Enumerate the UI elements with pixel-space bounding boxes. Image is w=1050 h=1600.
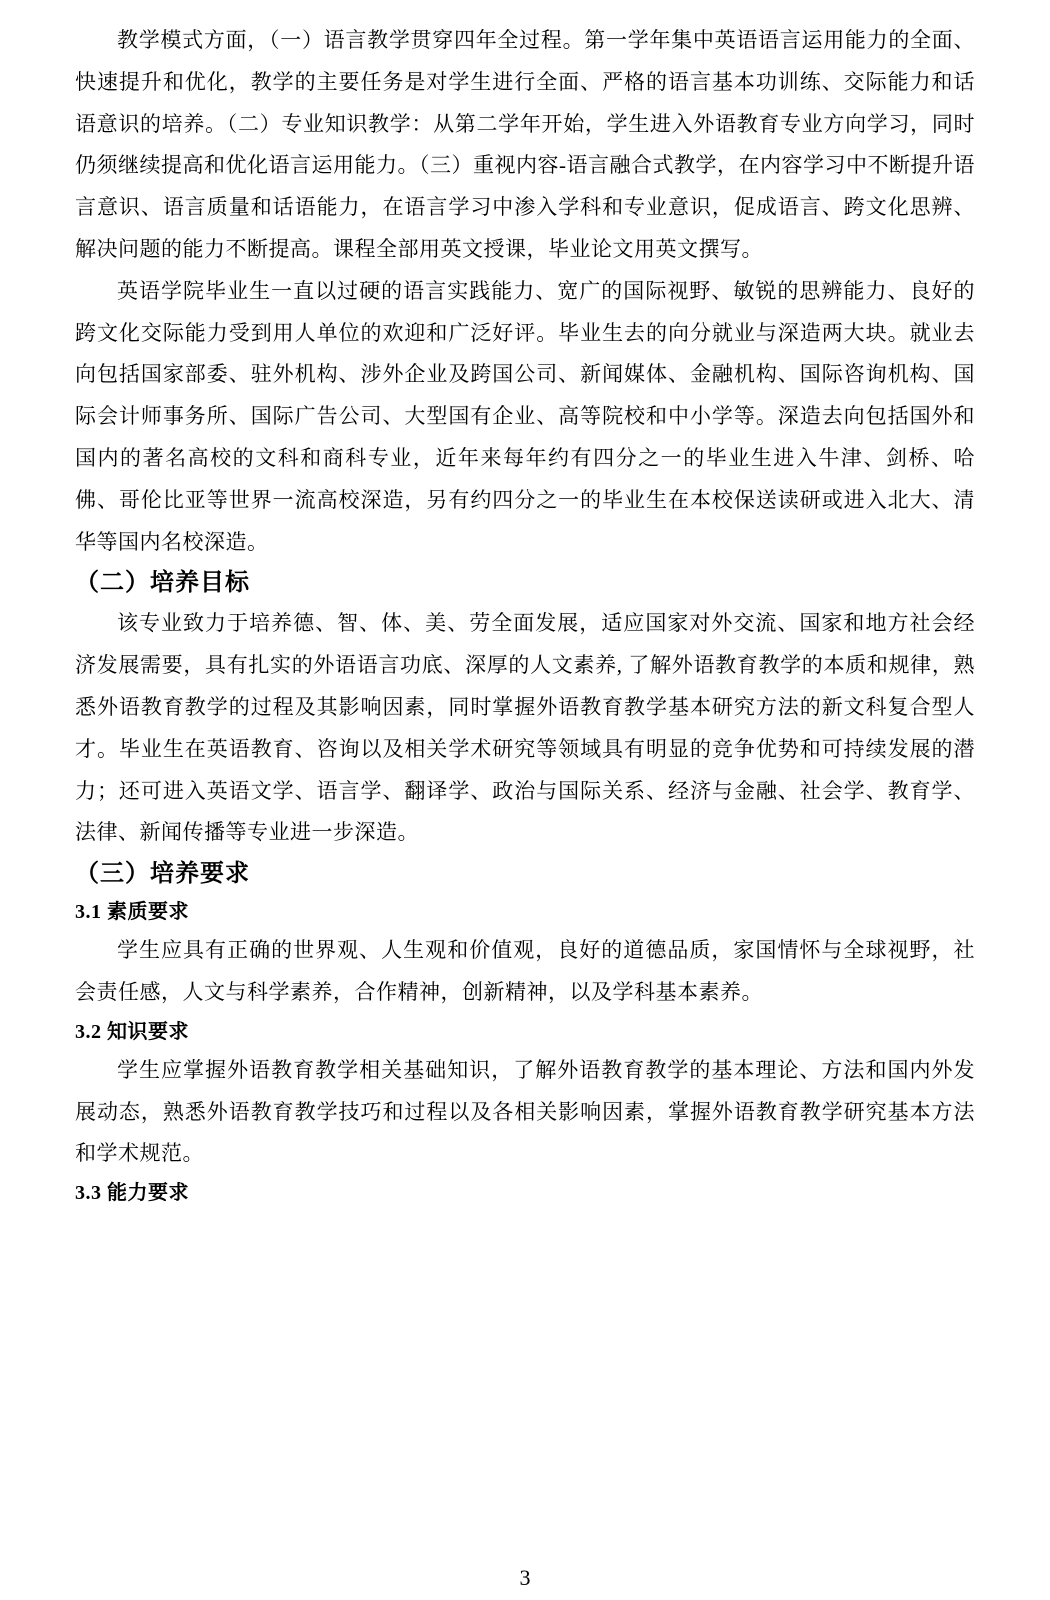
paragraph-knowledge: 学生应掌握外语教育教学相关基础知识，了解外语教育教学的基本理论、方法和国内外发展动态，熟悉外语教育教学技巧和过程以及各相关影响因素，掌握外语教育教学研究基本方法和学术规范。 — [75, 1057, 975, 1166]
paragraph-quality: 学生应具有正确的世界观、人生观和价值观，良好的道德品质，家国情怀与全球视野，社会责任感，人文与科学素养，合作精神，创新精神，以及学科基本素养。 — [75, 938, 975, 1004]
paragraph-teaching-mode: 教学模式方面，（一）语言教学贯穿四年全过程。第一学年集中英语语言运用能力的全面、快速提升和优化，教学的主要任务是对学生进行全面、严格的语言基本功训练、交际能力和话语意识的培养。（二）专业知识教学：从第二学年开始，学生进入外语教育专业方向学习，同时仍须继续提高和优化语言运用能力。（三）重视内容-语言融合式教学，在内容学习中不断提升语言意识、语言质量和话语能力，在语言学习中渗入学科和专业意识，促成语言、跨文化思辨、解决问题的能力不断提高。课程全部用英文授课，毕业论文用英文撰写。 — [75, 28, 975, 261]
paragraph-objectives: 该专业致力于培养德、智、体、美、劳全面发展，适应国家对外交流、国家和地方社会经济发展需要，具有扎实的外语语言功底、深厚的人文素养, 了解外语教育教学的本质和规律，熟悉外语教育教学的过程及其影响因素，同时掌握外语教育教学基本研究方法的新文科复合型人才。毕业生在英语教育、咨询以及相关学术研究等领域具有明显的竞争优势和可持续发展的潜力；还可进入英语文学、语言学、翻译学、政治与国际关系、经济与金融、社会学、教育学、法律、新闻传播等专业进一步深造。 — [75, 611, 975, 845]
subheading-knowledge-requirements: 3.2 知识要求 — [75, 1020, 189, 1043]
subheading-ability-requirements: 3.3 能力要求 — [75, 1182, 189, 1205]
paragraph-graduates: 英语学院毕业生一直以过硬的语言实践能力、宽广的国际视野、敏锐的思辨能力、良好的跨文化交际能力受到用人单位的欢迎和广泛好评。毕业生去的向分就业与深造两大块。就业去向包括国家部委、驻外机构、涉外企业及跨国公司、新闻媒体、金融机构、国际咨询机构、国际会计师事务所、国际广告公司、大型国有企业、高等院校和中小学等。深造去向包括国外和国内的著名高校的文科和商科专业，近年来每年约有四分之一的毕业生进入牛津、剑桥、哈佛、哥伦比亚等世界一流高校深造，另有约四分之一的毕业生在本校保送读研或进入北大、清华等国内名校深造。 — [75, 278, 975, 554]
heading-training-objectives: （二）培养目标 — [75, 569, 250, 597]
heading-training-requirements: （三）培养要求 — [75, 860, 250, 888]
page-number: 3 — [519, 1565, 531, 1590]
subheading-quality-requirements: 3.1 素质要求 — [75, 901, 189, 924]
